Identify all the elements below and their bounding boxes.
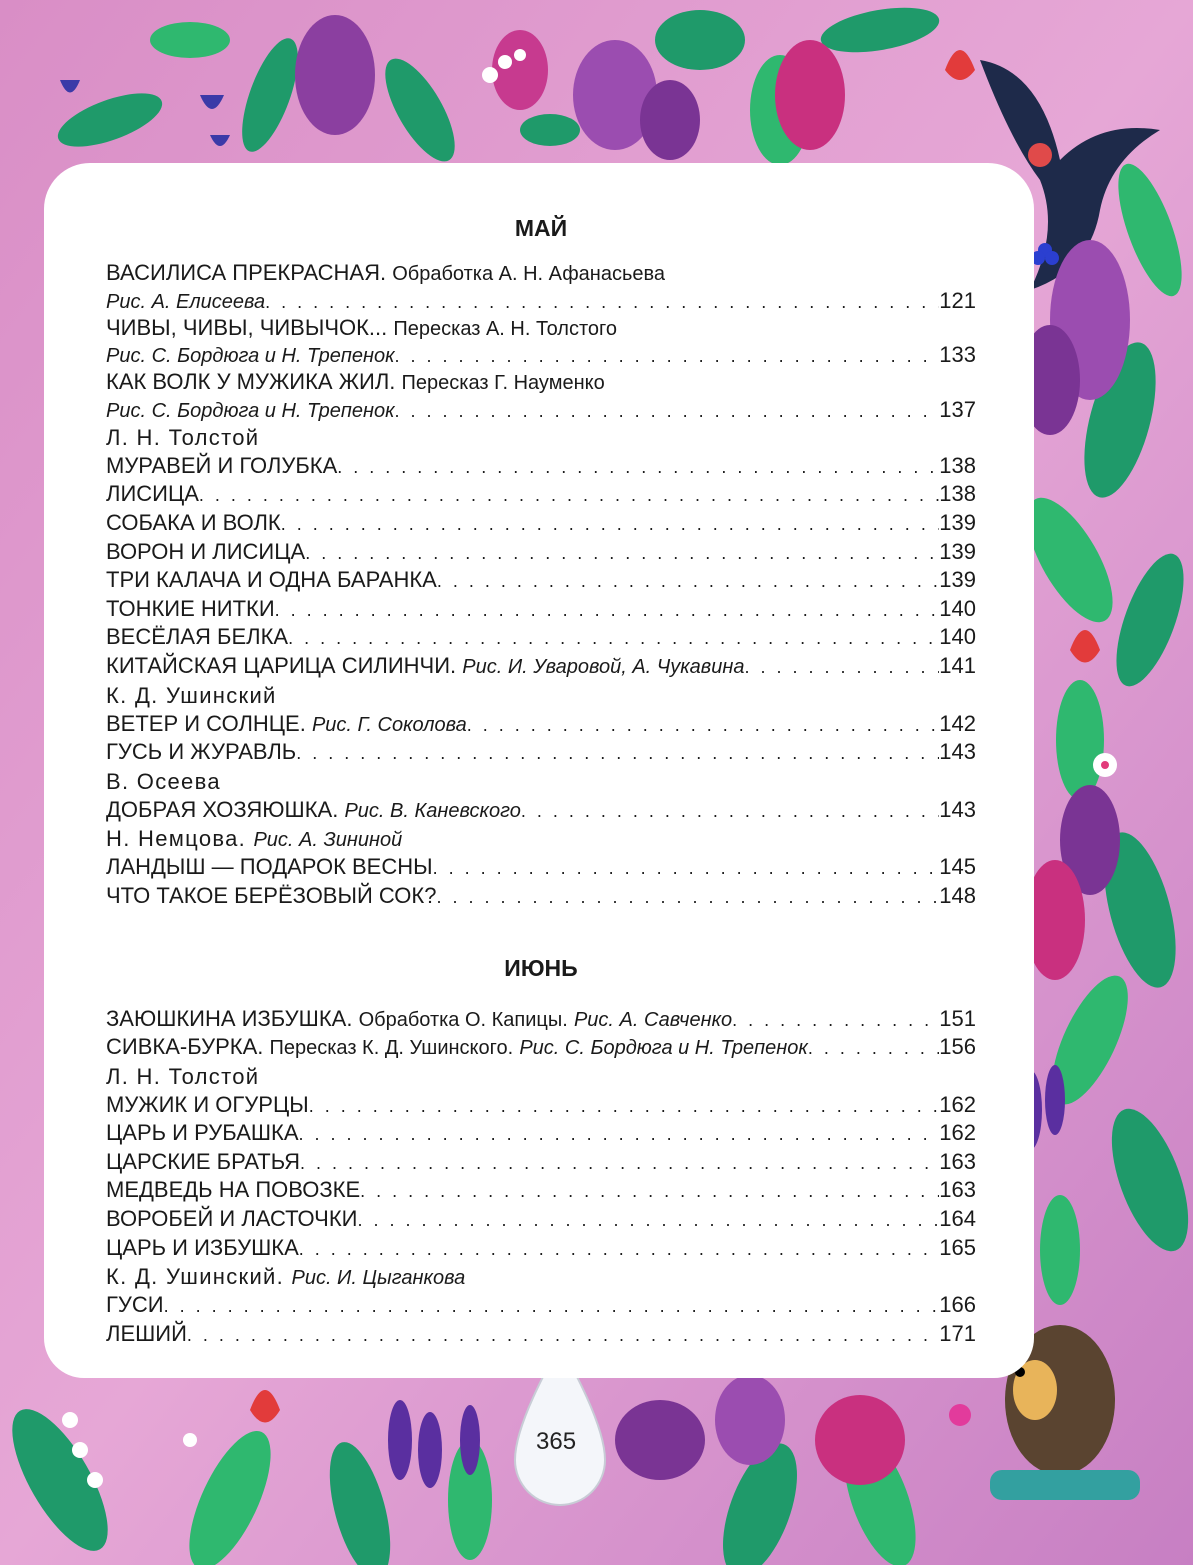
toc-author-line [106,1062,976,1091]
toc-entry[interactable] [106,566,976,595]
toc-author-line [106,423,976,452]
page-ref: 171 [939,1320,976,1346]
toc-entry[interactable] [106,1205,976,1234]
illustrator-credit: Рис. И. Уваровой, А. Чукавина [462,655,745,678]
dot-leader [187,1321,939,1350]
page-ref: 145 [939,854,976,880]
dot-leader [199,481,939,510]
entry-title: КАК ВОЛК У МУЖИКА ЖИЛ. [106,369,396,395]
illustrator-credit: Рис. С. Бордюга и Н. Трепенок [519,1037,808,1060]
illustrator-credit: Рис. С. Бордюга и Н. Трепенок [106,399,395,422]
dot-leader [309,1092,940,1121]
toc-entry-illustrator-line [106,288,976,314]
page-ref: 148 [939,882,976,908]
entry-note: Обработка О. Капицы. [358,1008,568,1031]
entry-title: ЦАРЬ И РУБАШКА [106,1120,299,1146]
page-ref: 142 [939,710,976,736]
dot-leader [521,797,939,826]
entry-note: Обработка А. Н. Афанасьева [392,263,666,285]
entry-title: ВАСИЛИСА ПРЕКРАСНАЯ. [106,260,387,285]
entry-title: ЛЕШИЙ [106,1320,187,1346]
illustrator-credit: Рис. И. Цыганкова [291,1267,466,1290]
page-ref: 165 [939,1234,976,1260]
page-ref: 140 [939,624,976,650]
toc-entry-title-line [106,368,976,397]
entry-title: КИТАЙСКАЯ ЦАРИЦА СИЛИНЧИ. [106,652,457,678]
dot-leader [745,653,940,682]
entry-title: ДОБРАЯ ХОЗЯЮШКА. [106,796,339,822]
page-ref: 156 [939,1034,976,1060]
illustrator-credit: Рис. А. Зининой [253,829,403,852]
author-name: Л. Н. Толстой [106,1063,260,1089]
page-ref: 143 [939,739,976,765]
author-name: К. Д. Ушинский. [106,1264,285,1290]
toc-author-line [106,824,976,853]
toc-entry[interactable] [106,595,976,624]
entry-title: ЧТО ТАКОЕ БЕРЁЗОВЫЙ СОК? [106,882,437,908]
page-ref: 139 [939,509,976,535]
author-name: Н. Немцова. [106,826,247,852]
page-ref: 140 [939,595,976,621]
toc-entry[interactable] [106,452,976,481]
dot-leader [164,1292,940,1321]
entry-title: СИВКА-БУРКА. [106,1034,264,1060]
page-ref: 139 [939,538,976,564]
toc-entry[interactable] [106,1119,976,1148]
toc-author-line [106,681,976,710]
page-ref: 143 [939,796,976,822]
toc-entry-title-line [106,314,976,343]
dot-leader [808,1034,939,1063]
toc-entry-title-line [106,259,976,288]
toc-entry[interactable] [106,1176,976,1205]
toc-entry[interactable] [106,538,976,567]
toc-entry[interactable] [106,1320,976,1349]
entry-title: ЛАНДЫШ — ПОДАРОК ВЕСНЫ [106,854,433,880]
entry-title: МУРАВЕЙ И ГОЛУБКА [106,452,338,478]
dot-leader [299,1120,940,1149]
page-ref: 141 [939,652,976,678]
toc-entry[interactable] [106,480,976,509]
dot-leader [395,398,940,424]
dot-leader [265,289,939,315]
toc-entry[interactable] [106,652,976,681]
entry-title: ТОНКИЕ НИТКИ [106,595,275,621]
toc-entry[interactable] [106,1291,976,1320]
toc-entry[interactable] [106,1234,976,1263]
illustrator-credit: Рис. А. Савченко [573,1008,733,1031]
page-ref: 138 [939,452,976,478]
dot-leader [337,453,939,482]
toc-entry[interactable] [106,1148,976,1177]
dot-leader [436,883,939,912]
page-ref: 139 [939,567,976,593]
toc-entry[interactable] [106,882,976,911]
dot-leader [467,711,940,740]
author-name: К. Д. Ушинский [106,682,277,708]
toc-entry[interactable] [106,738,976,767]
toc-entry[interactable] [106,1091,976,1120]
section-heading-june: ИЮНЬ [504,954,578,981]
entry-title: ЦАРЬ И ИЗБУШКА [106,1234,299,1260]
entry-title: ЗАЮШКИНА ИЗБУШКА. [106,1005,353,1031]
page-ref: 163 [939,1148,976,1174]
entry-note: Пересказ Г. Науменко [401,372,605,395]
illustrator-credit: Рис. С. Бордюга и Н. Трепенок [106,345,395,368]
dot-leader [296,739,939,768]
toc-entry[interactable] [106,509,976,538]
page-ref: 163 [939,1177,976,1203]
toc-author-line [106,1262,976,1291]
entry-title: ГУСЬ И ЖУРАВЛЬ [106,739,297,765]
entry-title: ВЕСЁЛАЯ БЕЛКА [106,624,289,650]
page-ref: 138 [939,481,976,507]
entry-title: ТРИ КАЛАЧА И ОДНА БАРАНКА [106,567,437,593]
dot-leader [275,596,940,625]
entry-note: Пересказ А. Н. Толстого [393,317,618,340]
author-name: В. Осеева [106,768,221,794]
section-heading-may: МАЙ [514,215,568,241]
dot-leader [281,510,940,539]
table-of-contents [106,205,976,1348]
page-ref: 121 [939,287,976,313]
dot-leader [360,1177,939,1206]
pink-flower-icon [949,1404,971,1426]
entry-title: ВЕТЕР И СОЛНЦЕ. [106,710,306,736]
toc-list-may [106,259,976,911]
toc-entry[interactable] [106,710,976,739]
toc-list-june [106,1005,976,1349]
entry-title: ЦАРСКИЕ БРАТЬЯ [106,1148,301,1174]
page-ref: 162 [939,1091,976,1117]
dot-leader [305,539,939,568]
toc-entry-illustrator-line [106,397,976,423]
dot-leader [300,1149,939,1178]
entry-note: Пересказ К. Д. Ушинского. [269,1037,514,1060]
entry-title: ВОРОБЕЙ И ЛАСТОЧКИ [106,1206,358,1232]
toc-entry[interactable] [106,623,976,652]
dot-leader [299,1235,940,1264]
entry-title: ЛИСИЦА [106,481,199,507]
illustrator-credit: Рис. В. Каневского [344,799,521,822]
entry-title: ВОРОН И ЛИСИЦА [106,538,306,564]
toc-entry[interactable] [106,1005,976,1034]
entry-title: СОБАКА И ВОЛК [106,509,281,535]
entry-title: МУЖИК И ОГУРЦЫ [106,1091,309,1117]
illustrator-credit: Рис. Г. Соколова [311,713,467,736]
page-ref: 137 [939,396,976,422]
dot-leader [437,567,939,596]
dot-leader [288,624,939,653]
dot-leader [732,1006,939,1035]
dot-leader [357,1206,939,1235]
toc-entry[interactable] [106,796,976,825]
page-ref: 166 [939,1292,976,1318]
toc-entry[interactable] [106,853,976,882]
page-number: 365 [536,1428,577,1455]
toc-author-line [106,767,976,796]
page-ref: 151 [939,1005,976,1031]
entry-title: МЕДВЕДЬ НА ПОВОЗКЕ [106,1177,361,1203]
page-ref: 162 [939,1120,976,1146]
entry-title: ГУСИ [106,1292,164,1318]
page-ref: 164 [939,1206,976,1232]
toc-entry[interactable] [106,1033,976,1062]
toc-entry-illustrator-line [106,342,976,368]
entry-title: ЧИВЫ, ЧИВЫ, ЧИВЫЧОК... [106,314,388,340]
dot-leader [433,854,940,883]
illustrator-credit: Рис. А. Елисеева [106,290,266,313]
page-ref: 133 [939,342,976,368]
dot-leader [395,343,940,369]
author-name: Л. Н. Толстой [106,424,260,450]
